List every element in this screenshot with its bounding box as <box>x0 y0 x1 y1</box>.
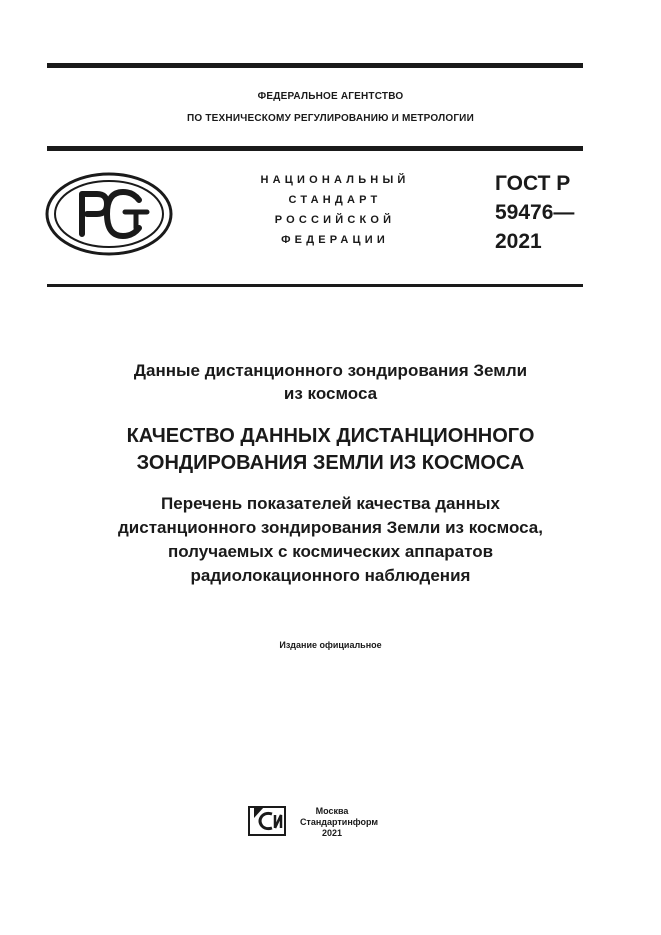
agency-line-1: ФЕДЕРАЛЬНОЕ АГЕНТСТВО <box>257 91 404 102</box>
gost-emblem-icon <box>45 172 173 256</box>
publisher-logo <box>248 806 286 836</box>
main-title-line-2: ЗОНДИРОВАНИЯ ЗЕМЛИ ИЗ КОСМОСА <box>136 452 525 474</box>
standard-type-line-2: СТАНДАРТ <box>288 194 382 206</box>
subtitle-line-3: получаемых с космических аппаратов <box>167 542 494 561</box>
gost-code-line-3: 2021 <box>495 230 542 253</box>
subtitle-line-2: дистанционного зондирования Земли из космоса, <box>118 518 543 537</box>
title-line-1: Данные дистанционного зондирования Земли <box>133 361 528 380</box>
main-title-line-1: КАЧЕСТВО ДАННЫХ ДИСТАНЦИОННОГО <box>126 425 535 447</box>
standard-type-line-1: НАЦИОНАЛЬНЫЙ <box>260 174 410 186</box>
publisher-name: Стандартинформ <box>299 817 379 827</box>
gost-code-line-1: ГОСТ Р <box>495 172 571 195</box>
standard-type-line-4: ФЕДЕРАЦИИ <box>281 234 389 246</box>
subtitle-line-4: радиолокационного наблюдения <box>190 566 471 585</box>
standard-type-line-3: РОССИЙСКОЙ <box>274 214 396 226</box>
standartinform-logo-icon <box>248 806 286 836</box>
top-rule <box>47 63 583 68</box>
gost-code-line-2: 59476— <box>495 201 575 224</box>
title-line-2: из космоса <box>283 384 378 403</box>
agency-line-2: ПО ТЕХНИЧЕСКОМУ РЕГУЛИРОВАНИЮ И МЕТРОЛОГИИ <box>187 113 474 124</box>
gost-emblem <box>45 172 173 256</box>
bottom-header-rule <box>47 284 583 287</box>
subtitle-line-1: Перечень показателей качества данных <box>161 494 500 513</box>
edition-label: Издание официальное <box>279 640 382 650</box>
publisher-city: Москва <box>315 806 349 816</box>
publisher-year: 2021 <box>321 828 343 838</box>
header-rule <box>47 146 583 151</box>
